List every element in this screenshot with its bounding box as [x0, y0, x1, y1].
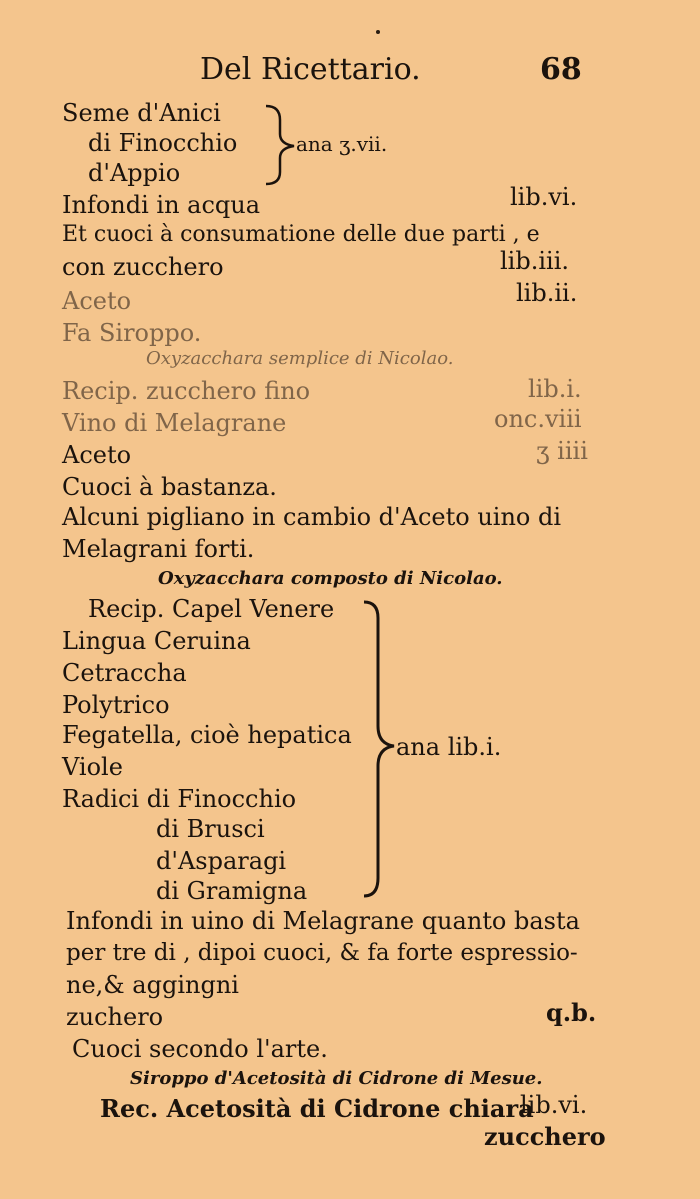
text-line: Fa Siroppo.: [62, 319, 202, 347]
text-line: Et cuoci à consumatione delle due parti , e: [62, 222, 540, 247]
ingredient-line: Viole: [62, 753, 123, 781]
quantity-label: ana lib.i.: [396, 733, 502, 761]
ingredient-line: di Finocchio: [88, 129, 238, 157]
ingredient-line: Radici di Finocchio: [62, 785, 297, 813]
text-line: Melagrani forti.: [62, 535, 255, 563]
quantity-label: lib.vi.: [520, 1091, 588, 1119]
text-line: Cuoci à bastanza.: [62, 473, 277, 501]
recipe-title: Oxyzacchara composto di Nicolao.: [158, 568, 503, 589]
ingredient-line: Seme d'Anici: [62, 99, 221, 127]
page-number: 68: [540, 52, 582, 87]
quantity-label: ʒ iiii: [536, 437, 588, 465]
ingredient-line: Vino di Melagrane: [62, 409, 287, 437]
quantity-label: lib.vi.: [510, 183, 578, 211]
quantity-label: ana ʒ.vii.: [296, 132, 388, 156]
quantity-label: lib.i.: [528, 375, 582, 403]
ingredient-line: Aceto: [62, 441, 132, 469]
ingredient-line: di Gramigna: [156, 877, 308, 905]
text-line: Alcuni pigliano in cambio d'Aceto uino di: [62, 503, 562, 531]
text-line: Infondi in uino di Melagrane quanto basta: [66, 907, 580, 935]
text-line: ne,& aggingni: [66, 971, 239, 999]
ingredient-line: Recip. zucchero fino: [62, 377, 311, 405]
text-line: per tre di , dipoi cuoci, & fa forte espressio-: [66, 940, 578, 966]
recipe-title: Oxyzacchara semplice di Nicolao.: [146, 348, 454, 369]
text-line: Infondi in acqua: [62, 191, 261, 219]
quantity-label: q.b.: [546, 998, 597, 1027]
ink-dot: [376, 30, 380, 34]
running-title: Del Ricettario.: [200, 52, 421, 87]
ingredient-line: Cetraccha: [62, 659, 187, 687]
text-line: Aceto: [62, 287, 132, 315]
text-line: zuchero: [66, 1003, 164, 1031]
ingredient-line: zucchero: [484, 1122, 606, 1151]
ingredient-line: d'Appio: [88, 159, 181, 187]
ingredient-line: di Brusci: [156, 815, 265, 843]
curly-brace: [360, 596, 400, 906]
ingredient-line: d'Asparagi: [156, 847, 287, 875]
recipe-title: Siroppo d'Acetosità di Cidrone di Mesue.: [130, 1068, 543, 1089]
text-line: Cuoci secondo l'arte.: [72, 1035, 328, 1063]
ingredient-line: Recip. Capel Venere: [88, 595, 335, 623]
quantity-label: onc.viii: [494, 405, 582, 433]
ingredient-line: Lingua Ceruina: [62, 627, 251, 655]
ingredient-line: Rec. Acetosità di Cidrone chiara: [100, 1094, 534, 1123]
text-line: con zucchero: [62, 253, 224, 281]
quantity-label: lib.iii.: [500, 247, 569, 275]
ingredient-line: Polytrico: [62, 691, 170, 719]
quantity-label: lib.ii.: [516, 279, 578, 307]
ingredient-line: Fegatella, cioè hepatica: [62, 721, 352, 749]
